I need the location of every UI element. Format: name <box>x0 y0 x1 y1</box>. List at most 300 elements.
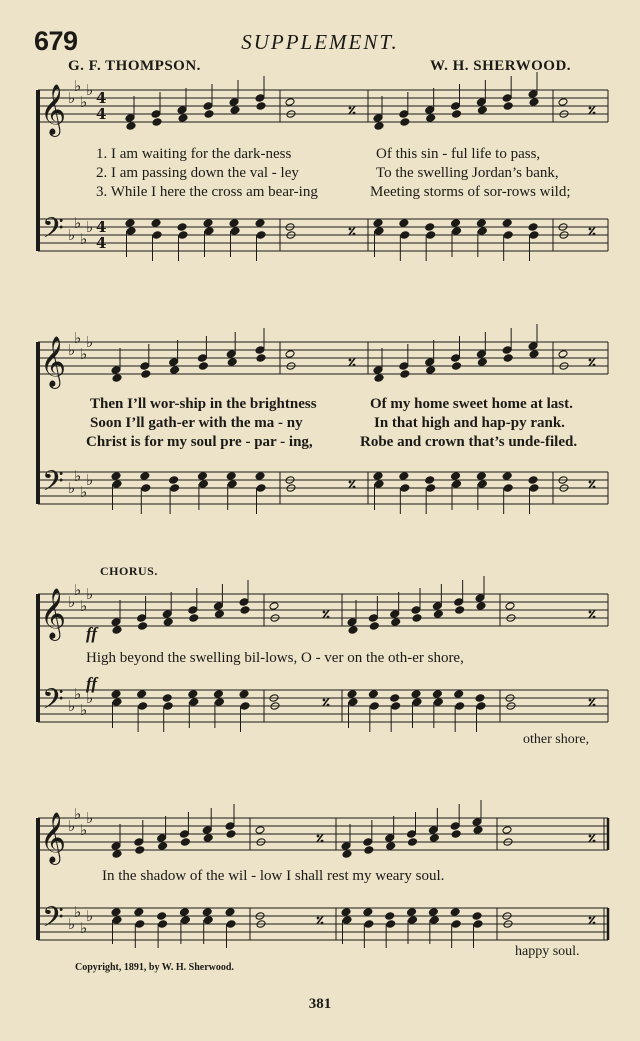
notehead <box>112 698 122 707</box>
dynamic-treble: ff <box>86 624 98 643</box>
notehead <box>111 690 121 699</box>
notehead <box>189 614 199 623</box>
flat-icon: ♭ <box>86 218 94 236</box>
notehead <box>213 602 223 611</box>
notehead <box>342 916 352 925</box>
lyricist-name: G. F. THOMPSON. <box>68 58 201 74</box>
notehead <box>425 358 435 367</box>
notehead <box>125 219 135 228</box>
flat-icon: ♭ <box>68 915 76 933</box>
notehead <box>256 484 266 493</box>
notehead <box>163 618 173 627</box>
notehead <box>502 94 512 103</box>
flat-icon: ♭ <box>86 471 94 489</box>
notehead <box>230 106 240 115</box>
notehead <box>475 594 485 603</box>
flat-icon: ♭ <box>80 597 88 615</box>
lyric-verse3-b: Meeting storms of sor-rows wild; <box>370 184 571 200</box>
notehead <box>126 122 136 131</box>
rest-icon <box>589 699 592 702</box>
notehead <box>158 842 168 851</box>
notehead <box>197 354 207 363</box>
notehead <box>255 94 265 103</box>
notehead <box>240 702 250 711</box>
notehead <box>214 698 224 707</box>
notehead <box>162 694 172 703</box>
rest-icon <box>589 917 592 920</box>
notehead <box>368 614 378 623</box>
notehead <box>163 702 173 711</box>
flat-icon: ♭ <box>68 341 76 359</box>
flat-icon: ♭ <box>80 93 88 111</box>
notehead <box>347 690 357 699</box>
notehead <box>426 114 436 123</box>
notehead <box>202 826 212 835</box>
notehead <box>455 606 465 615</box>
rest-icon <box>321 840 324 843</box>
notehead <box>256 231 266 240</box>
rest-icon <box>589 228 592 231</box>
rest-icon <box>589 481 592 484</box>
notehead <box>363 838 373 847</box>
notehead <box>141 370 151 379</box>
notehead <box>425 223 435 232</box>
time-signature: 4 <box>96 234 107 252</box>
flat-icon: ♭ <box>80 345 88 363</box>
notehead <box>391 702 401 711</box>
notehead <box>386 920 396 929</box>
notehead <box>368 690 378 699</box>
treble-clef-icon: 𝄞 <box>40 84 67 135</box>
notehead <box>169 358 179 367</box>
lyric-verse2-b: To the swelling Jordan’s bank, <box>376 165 559 181</box>
notehead <box>126 227 136 236</box>
notehead <box>269 602 279 611</box>
notehead <box>428 826 438 835</box>
notehead <box>451 830 461 839</box>
notehead <box>198 362 208 371</box>
flat-icon: ♭ <box>68 697 76 715</box>
notehead <box>473 826 483 835</box>
flat-icon: ♭ <box>68 479 76 497</box>
notehead <box>472 818 482 827</box>
notehead <box>425 106 435 115</box>
lyric-verse2-a: 2. I am passing down the val - ley <box>96 165 299 181</box>
notehead <box>475 694 485 703</box>
notehead <box>477 358 487 367</box>
lyric-verse3-a: 3. While I here the cross am bear-ing <box>96 184 318 200</box>
notehead <box>125 114 135 123</box>
flat-icon: ♭ <box>86 809 94 827</box>
notehead <box>399 362 409 371</box>
notehead <box>399 472 409 481</box>
notehead <box>450 908 460 917</box>
notehead <box>348 626 358 635</box>
notehead <box>202 908 212 917</box>
lyric-verse1-b: Of this sin - ful life to pass, <box>376 146 541 162</box>
notehead <box>428 908 438 917</box>
rest-icon <box>593 486 596 489</box>
flat-icon: ♭ <box>80 821 88 839</box>
notehead <box>407 908 417 917</box>
rest-icon <box>593 704 596 707</box>
notehead <box>158 920 168 929</box>
rest-icon <box>321 922 324 925</box>
notehead <box>476 602 486 611</box>
lyric-verse1-d: Of my home sweet home at last. <box>370 396 573 412</box>
notehead <box>137 690 147 699</box>
notehead <box>451 354 461 363</box>
notehead <box>137 614 147 623</box>
rest-icon <box>317 917 320 920</box>
lyric-verse1-c: Then I’ll wor-ship in the brightness <box>90 396 317 412</box>
notehead <box>226 830 236 839</box>
flat-icon: ♭ <box>74 581 82 599</box>
notehead <box>229 219 239 228</box>
notehead <box>529 484 539 493</box>
notehead <box>214 610 224 619</box>
notehead <box>204 227 214 236</box>
bass-echo-1: other shore, <box>523 732 590 747</box>
bass-clef-icon: 𝄢 <box>42 212 64 252</box>
flat-icon: ♭ <box>80 483 88 501</box>
chorus-lyric-1: High beyond the swelling bil-lows, O - ver on the oth-er shore, <box>86 650 464 666</box>
notehead <box>390 694 400 703</box>
notehead <box>256 354 266 363</box>
notehead <box>225 822 235 831</box>
notehead <box>227 358 237 367</box>
flat-icon: ♭ <box>80 230 88 248</box>
rest-icon <box>349 107 352 110</box>
flat-icon: ♭ <box>68 226 76 244</box>
notehead <box>476 219 486 228</box>
notehead <box>503 231 513 240</box>
notehead <box>451 219 461 228</box>
lyric-verse3-d: Robe and crown that’s unde-filed. <box>360 434 578 450</box>
rest-icon <box>589 107 592 110</box>
notehead <box>240 606 250 615</box>
notehead <box>502 219 512 228</box>
notehead <box>374 122 384 131</box>
notehead <box>152 118 162 127</box>
notehead <box>391 618 401 627</box>
notehead <box>528 90 538 99</box>
notehead <box>385 834 395 843</box>
notehead <box>255 472 265 481</box>
notehead <box>157 834 167 843</box>
notehead <box>203 834 213 843</box>
notehead <box>426 231 436 240</box>
rest-icon <box>349 228 352 231</box>
notehead <box>239 598 249 607</box>
notehead <box>400 484 410 493</box>
flat-icon: ♭ <box>86 689 94 707</box>
notehead <box>112 374 122 383</box>
time-signature: 4 <box>96 105 107 123</box>
notehead <box>476 472 486 481</box>
notehead <box>363 908 373 917</box>
notehead <box>347 618 357 627</box>
notehead <box>476 350 486 359</box>
notehead <box>162 610 172 619</box>
notehead <box>472 912 482 921</box>
rest-icon <box>349 359 352 362</box>
rest-icon <box>589 611 592 614</box>
notehead <box>451 472 461 481</box>
notehead <box>476 702 486 711</box>
notehead <box>157 912 167 921</box>
flat-icon: ♭ <box>80 701 88 719</box>
rest-icon <box>327 704 330 707</box>
rest-icon <box>349 481 352 484</box>
flat-icon: ♭ <box>74 805 82 823</box>
rest-icon <box>323 699 326 702</box>
notehead <box>179 908 189 917</box>
notehead <box>188 690 198 699</box>
notehead <box>452 362 462 371</box>
lyric-verse1-a: 1. I am waiting for the dark-ness <box>96 146 292 162</box>
notehead <box>341 908 351 917</box>
notehead <box>112 626 122 635</box>
notehead <box>390 610 400 619</box>
notehead <box>285 98 295 107</box>
rest-icon <box>593 922 596 925</box>
notehead <box>177 223 187 232</box>
rest-icon <box>593 616 596 619</box>
treble-clef-icon: 𝄞 <box>40 588 67 639</box>
notehead <box>452 110 462 119</box>
notehead <box>203 916 213 925</box>
notehead <box>197 472 207 481</box>
bass-echo-2: happy soul. <box>515 944 580 959</box>
notehead <box>204 110 214 119</box>
notehead <box>189 698 199 707</box>
notehead <box>407 830 417 839</box>
treble-clef-icon: 𝄞 <box>40 336 67 387</box>
notehead <box>364 920 374 929</box>
notehead <box>140 472 150 481</box>
flat-icon: ♭ <box>74 903 82 921</box>
notehead <box>341 842 351 851</box>
copyright: Copyright, 1891, by W. H. Sherwood. <box>75 962 234 973</box>
notehead <box>528 342 538 351</box>
flat-icon: ♭ <box>80 919 88 937</box>
notehead <box>178 114 188 123</box>
flat-icon: ♭ <box>74 329 82 347</box>
notehead <box>134 838 144 847</box>
flat-icon: ♭ <box>74 214 82 232</box>
notehead <box>408 916 418 925</box>
bass-clef-icon: 𝄢 <box>42 465 64 505</box>
notehead <box>411 606 421 615</box>
notehead <box>342 850 352 859</box>
notehead <box>502 826 512 835</box>
notehead <box>505 602 515 611</box>
notehead <box>369 702 379 711</box>
flat-icon: ♭ <box>68 817 76 835</box>
composer-name: W. H. SHERWOOD. <box>430 58 572 74</box>
notehead <box>255 826 265 835</box>
rest-icon <box>353 486 356 489</box>
notehead <box>203 102 213 111</box>
notehead <box>503 484 513 493</box>
page-number: 381 <box>308 996 332 1012</box>
notehead <box>412 614 422 623</box>
notehead <box>529 98 539 107</box>
notehead <box>558 350 568 359</box>
notehead <box>140 362 150 371</box>
notehead <box>135 920 145 929</box>
hymn-number: 679 <box>34 26 78 56</box>
notehead <box>454 598 464 607</box>
notehead <box>529 350 539 359</box>
flat-icon: ♭ <box>86 81 94 99</box>
notehead <box>348 698 358 707</box>
notehead <box>225 908 235 917</box>
notehead <box>111 908 121 917</box>
chorus-lyric-2: In the shadow of the wil - low I shall rest my weary soul. <box>102 868 445 884</box>
notehead <box>373 114 383 123</box>
chorus-label: CHORUS. <box>100 564 158 578</box>
notehead <box>400 118 410 127</box>
notehead <box>374 374 384 383</box>
notehead <box>213 690 223 699</box>
notehead <box>111 366 121 375</box>
notehead <box>226 350 236 359</box>
notehead <box>452 480 462 489</box>
notehead <box>432 602 442 611</box>
flat-icon: ♭ <box>74 467 82 485</box>
notehead <box>400 370 410 379</box>
notehead <box>411 690 421 699</box>
notehead <box>151 219 161 228</box>
notehead <box>400 231 410 240</box>
notehead <box>503 354 513 363</box>
notehead <box>502 346 512 355</box>
notehead <box>179 830 189 839</box>
notehead <box>425 476 435 485</box>
notehead <box>138 702 148 711</box>
notehead <box>452 227 462 236</box>
flat-icon: ♭ <box>86 907 94 925</box>
rest-icon <box>593 233 596 236</box>
rest-icon <box>327 616 330 619</box>
notehead <box>451 920 461 929</box>
notehead <box>477 480 487 489</box>
rest-icon <box>353 364 356 367</box>
notehead <box>170 484 180 493</box>
notehead <box>432 690 442 699</box>
section-title: SUPPLEMENT. <box>241 30 399 54</box>
notehead <box>558 98 568 107</box>
notehead <box>170 366 180 375</box>
time-signature: 4 <box>96 218 107 236</box>
notehead <box>429 916 439 925</box>
notehead <box>180 838 190 847</box>
notehead <box>477 106 487 115</box>
notehead <box>364 846 374 855</box>
rest-icon <box>589 359 592 362</box>
rest-icon <box>353 233 356 236</box>
notehead <box>230 227 240 236</box>
notehead <box>188 606 198 615</box>
notehead <box>502 472 512 481</box>
time-signature: 4 <box>96 89 107 107</box>
notehead <box>111 472 121 481</box>
rest-icon <box>317 835 320 838</box>
notehead <box>255 346 265 355</box>
notehead <box>374 480 384 489</box>
notehead <box>227 480 237 489</box>
rest-icon <box>593 112 596 115</box>
notehead <box>112 480 122 489</box>
rest-icon <box>353 112 356 115</box>
bass-clef-icon: 𝄢 <box>42 901 64 941</box>
notehead <box>112 916 122 925</box>
flat-icon: ♭ <box>68 89 76 107</box>
notehead <box>454 690 464 699</box>
notehead <box>111 618 121 627</box>
notehead <box>529 231 539 240</box>
notehead <box>426 484 436 493</box>
notehead <box>373 366 383 375</box>
lyric-verse2-c: Soon I’ll gath-er with the ma - ny <box>90 415 303 431</box>
notehead <box>369 622 379 631</box>
notehead <box>473 920 483 929</box>
notehead <box>476 98 486 107</box>
notehead <box>426 366 436 375</box>
notehead <box>433 698 443 707</box>
notehead <box>178 231 188 240</box>
notehead <box>229 98 239 107</box>
lyric-verse2-d: In that high and hap-py rank. <box>374 415 565 431</box>
lyric-verse3-c: Christ is for my soul pre - par - ing, <box>86 434 313 450</box>
notehead <box>135 846 145 855</box>
notehead <box>528 223 538 232</box>
bass-clef-icon: 𝄢 <box>42 683 64 723</box>
notehead <box>374 227 384 236</box>
notehead <box>455 702 465 711</box>
flat-icon: ♭ <box>68 593 76 611</box>
treble-clef-icon: 𝄞 <box>40 812 67 863</box>
notehead <box>429 834 439 843</box>
notehead <box>450 822 460 831</box>
notehead <box>239 690 249 699</box>
notehead <box>399 110 409 119</box>
notehead <box>256 102 266 111</box>
notehead <box>151 110 161 119</box>
notehead <box>451 102 461 111</box>
notehead <box>285 350 295 359</box>
dynamic-bass: ff <box>86 674 98 693</box>
notehead <box>138 622 148 631</box>
rest-icon <box>323 611 326 614</box>
notehead <box>477 227 487 236</box>
rest-icon <box>593 840 596 843</box>
notehead <box>255 219 265 228</box>
notehead <box>141 484 151 493</box>
notehead <box>111 842 121 851</box>
notehead <box>503 102 513 111</box>
flat-icon: ♭ <box>74 77 82 95</box>
flat-icon: ♭ <box>86 585 94 603</box>
notehead <box>112 850 122 859</box>
notehead <box>203 219 213 228</box>
notehead <box>385 912 395 921</box>
notehead <box>373 472 383 481</box>
rest-icon <box>589 835 592 838</box>
notehead <box>373 219 383 228</box>
